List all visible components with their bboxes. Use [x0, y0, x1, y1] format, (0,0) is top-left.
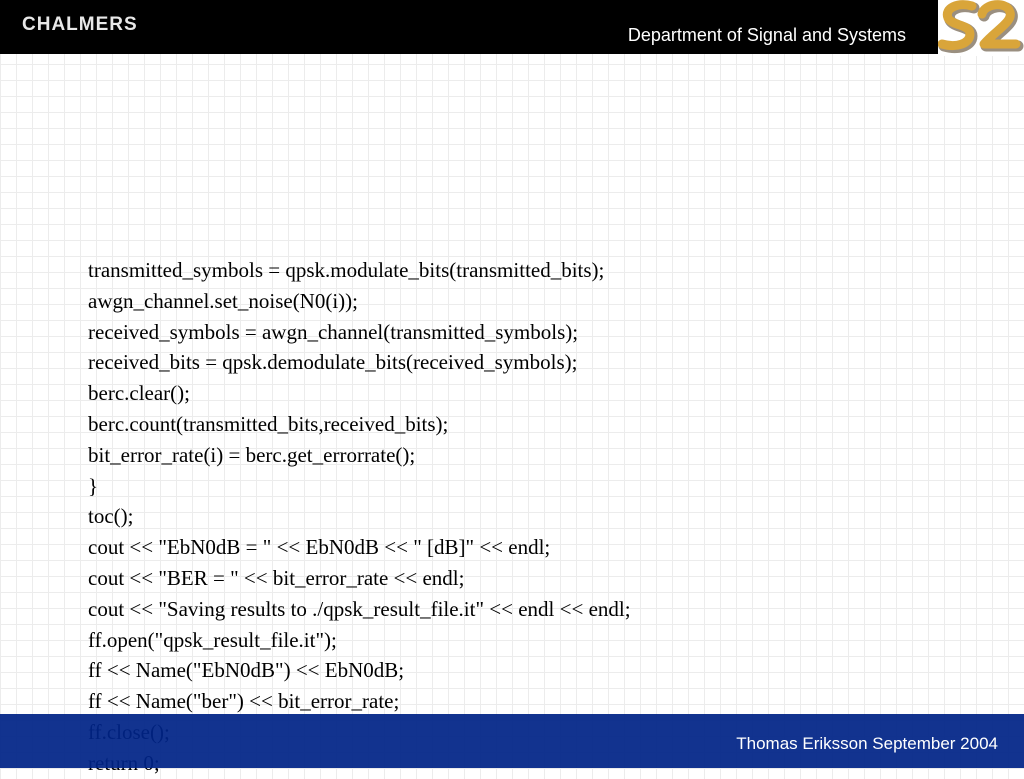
code-line: awgn_channel.set_noise(N0(i)); [88, 288, 358, 313]
code-line: ff.open("qpsk_result_file.it"); [88, 627, 337, 652]
footer-bar [0, 714, 1024, 768]
code-line: berc.clear(); [88, 381, 190, 406]
code-line: transmitted_symbols = qpsk.modulate_bits(transmitted_bits); [88, 258, 605, 282]
code-block [88, 255, 631, 779]
code-line: ff << Name("ber") << bit_error_rate; [88, 689, 400, 714]
department-title: Department of Signal and Systems [627, 25, 906, 45]
header-bar [0, 0, 1024, 54]
code-line: cout << "EbN0dB = " << EbN0dB << " [dB]" << endl; [88, 535, 551, 560]
code-line: bit_error_rate(i) = berc.get_errorrate(); [88, 442, 416, 467]
chalmers-logo: CHALMERS [22, 14, 138, 35]
code-line: } [88, 473, 99, 498]
code-line: received_symbols = awgn_channel(transmitted_symbols); [88, 319, 579, 344]
code-line: cout << "Saving results to ./qpsk_result_file.it" << endl << endl; [88, 596, 631, 621]
code-line: berc.count(transmitted_bits,received_bits); [88, 411, 449, 436]
code-line: cout << "BER = " << bit_error_rate << endl; [88, 565, 465, 590]
footer-author-date: Thomas Eriksson September 2004 [736, 734, 998, 753]
code-line: received_bits = qpsk.demodulate_bits(received_symbols); [88, 350, 578, 375]
code-line: ff << Name("EbN0dB") << EbN0dB; [88, 658, 405, 683]
s2-logo-icon [938, 0, 1024, 56]
code-line: toc(); [88, 504, 134, 529]
